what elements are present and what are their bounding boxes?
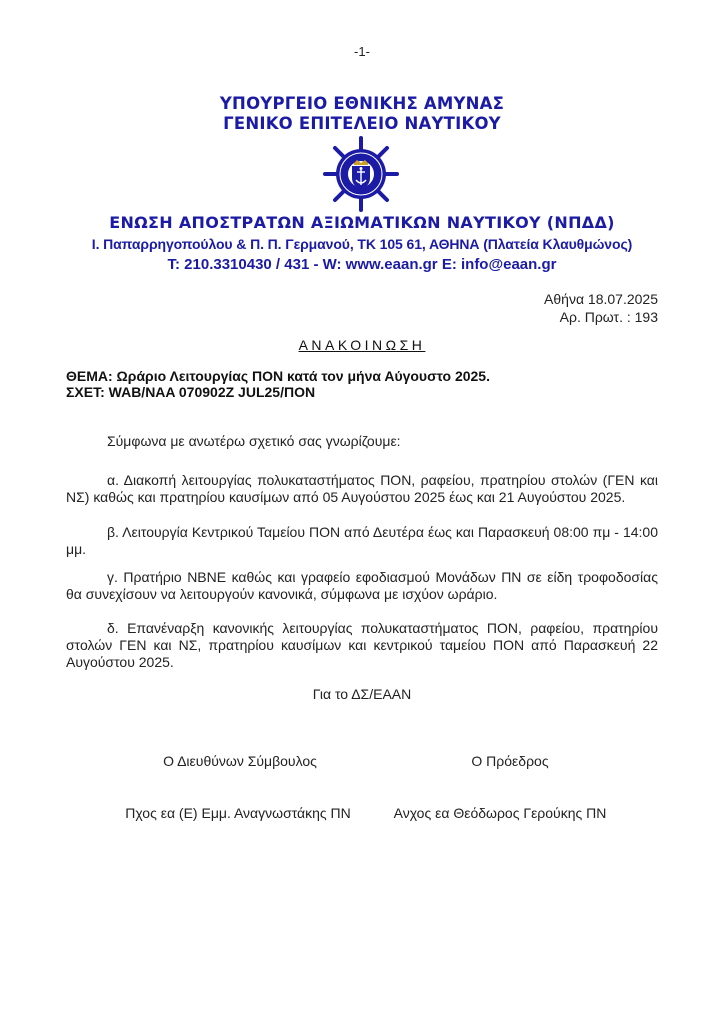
ministry-heading: ΥΠΟΥΡΓΕΙΟ ΕΘΝΙΚΗΣ ΑΜΥΝΑΣ (219, 94, 505, 113)
date-protocol-block (544, 290, 658, 326)
signatory-right-name: Ανχος εα Θεόδωρος Γερούκης ΠΝ (393, 805, 607, 821)
paragraph-c (66, 569, 658, 603)
organization-address: Ι. Παπαρρηγοπούλου & Π. Π. Γερμανού, ΤΚ 105 61, ΑΘΗΝΑ (Πλατεία Κλαυθμώνος) (91, 236, 633, 252)
ships-wheel-anchor-emblem-icon (321, 136, 401, 212)
page-number: -1- (354, 44, 370, 59)
paragraph-a (66, 472, 658, 506)
signatory-left-name: Πχος εα (Ε) Εμμ. Αναγνωστάκης ΠΝ (125, 805, 351, 821)
paragraph-d-text: δ. Επανέναρξη κανονικής λειτουργίας πολυκαταστήματος ΠΟΝ, ραφείου, πρατηρίου στολών ΓΕΝ και ΝΣ, πρατηρίου καυσίμων και κεντρικού ταμείου ΠΟΝ από Παρασκευή 22 Αυγούστου 2025. (66, 620, 658, 670)
paragraph-b-text: β. Λειτουργία Κεντρικού Ταμείου ΠΟΝ από Δευτέρα έως και Παρασκευή 08:00 πμ - 14:00 μμ. (66, 524, 658, 557)
signatory-right-role: Ο Πρόεδρος (471, 753, 549, 769)
place-date: Αθήνα 18.07.2025 (544, 291, 658, 307)
protocol-number: Αρ. Πρωτ. : 193 (559, 309, 658, 325)
document-title: ΑΝΑΚΟΙΝΩΣΗ (298, 337, 426, 353)
organization-name: ΕΝΩΣΗ ΑΠΟΣΤΡΑΤΩΝ ΑΞΙΩΜΑΤΙΚΩΝ ΝΑΥΤΙΚΟΥ (ΝΠΔΔ) (109, 213, 615, 232)
paragraph-a-text: α. Διακοπή λειτουργίας πολυκαταστήματος ΠΟΝ, ραφείου, πρατηρίου στολών (ΓΕΝ και ΝΣ) καθώς και πρατηρίου καυσίμων από 05 Αυγούστου 2025 έως και 21 Αυγούστου 2025. (66, 472, 658, 505)
paragraph-d (66, 620, 658, 671)
paragraph-b (66, 524, 658, 558)
subject-line: ΘΕΜΑ: Ωράριο Λειτουργίας ΠΟΝ κατά τον μήνα Αύγουστο 2025. (66, 368, 490, 384)
intro-text: Σύμφωνα με ανωτέρω σχετικό σας γνωρίζουμε: (107, 433, 401, 449)
intro-paragraph (66, 433, 658, 450)
paragraph-c-text: γ. Πρατήριο ΝΒΝΕ καθώς και γραφείο εφοδιασμού Μονάδων ΠΝ σε είδη τροφοδοσίας θα συνεχίσουν να λειτουργούν κανονικά, σύμφωνα με ισχύον ωράριο. (66, 569, 658, 602)
signatory-left-role: Ο Διευθύνων Σύμβουλος (163, 753, 317, 769)
organization-contact: T: 210.3310430 / 431 - W: www.eaan.gr E: info@eaan.gr (167, 256, 557, 273)
reference-line: ΣΧΕΤ: WAB/NAA 070902Z JUL25/ΠΟΝ (66, 384, 316, 400)
navy-staff-heading: ΓΕΝΙΚΟ ΕΠΙΤΕΛΕΙΟ ΝΑΥΤΙΚΟΥ (223, 114, 501, 133)
subject-block (66, 368, 490, 400)
on-behalf-line: Για το ΔΣ/ΕΑΑΝ (312, 686, 412, 702)
